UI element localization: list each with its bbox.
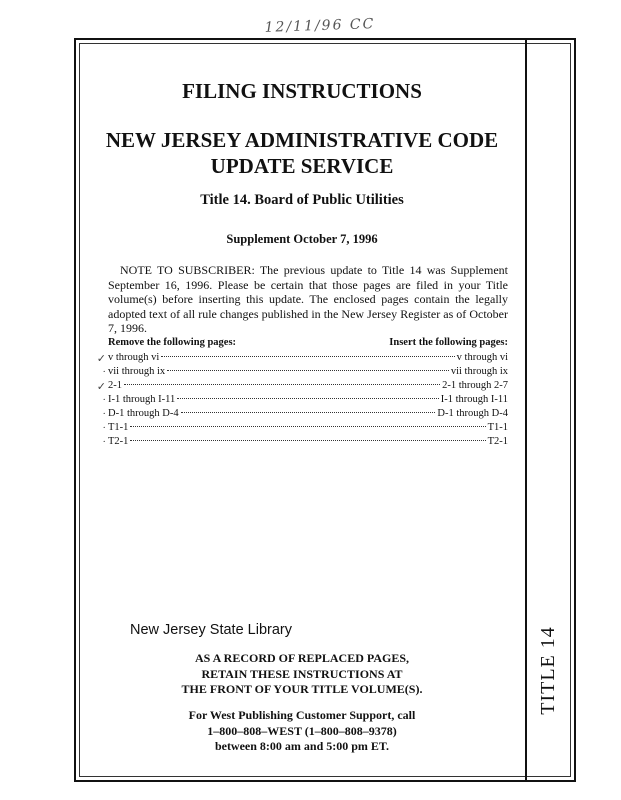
checkmark-icon: · [102,366,106,378]
insert-pages-cell: 2-1 through 2-7 [442,380,508,391]
insert-pages-cell: D-1 through D-4 [437,408,508,419]
dot-leader [130,426,485,427]
table-row [96,380,508,394]
remove-pages-cell: vii through ix [108,366,166,377]
support-line-1: For West Publishing Customer Support, call [188,708,416,722]
checkmark-icon: ✓ [96,381,106,393]
table-row [102,394,508,408]
record-line-1: AS A RECORD OF REPLACED PAGES, [194,651,410,665]
table-row [102,408,508,422]
code-title-line-1: NEW JERSEY ADMINISTRATIVE CODE [105,128,499,152]
checkmark-icon: · [102,436,106,448]
remove-pages-cell: v through vi [108,352,160,363]
checkmark-icon: · [102,422,106,434]
document-title: FILING INSTRUCTIONS [182,79,422,103]
library-stamp: New Jersey State Library [130,622,292,638]
handwritten-date-mark: 12/11/96 CC [264,16,376,36]
title-tab-label: TITLE 14 [536,625,559,715]
customer-support [86,708,518,755]
dot-leader [177,398,438,399]
dot-leader [161,356,454,357]
remove-pages-cell: I-1 through I-11 [108,394,176,405]
supplement-date: Supplement October 7, 1996 [226,232,378,246]
remove-pages-cell: T2-1 [108,436,129,447]
insert-pages-cell: I-1 through I-11 [440,394,508,405]
insert-pages-cell: vii through ix [450,366,508,377]
code-title-line-2: UPDATE SERVICE [210,154,394,178]
remove-pages-header: Remove the following pages: [108,337,237,348]
dot-leader [167,370,449,371]
title-number: Title 14. Board of Public Utilities [200,192,404,208]
support-phone: 1–800–808–WEST (1–800–808–9378) [207,723,397,738]
remove-pages-cell: T1-1 [108,422,129,433]
record-line-3: THE FRONT OF YOUR TITLE VOLUME(S). [181,682,423,696]
insert-pages-header: Insert the following pages: [389,337,508,348]
table-row [102,366,508,380]
table-row [96,352,508,366]
title-tab [533,620,563,720]
checkmark-icon: ✓ [96,353,106,365]
checkmark-icon: · [102,394,106,406]
insert-pages-cell: T2-1 [487,436,508,447]
dot-leader [181,412,436,413]
remove-pages-cell: 2-1 [108,380,122,391]
page-table [96,352,508,450]
remove-pages-cell: D-1 through D-4 [108,408,179,419]
table-row [102,422,508,436]
table-row [102,436,508,450]
record-line-2: RETAIN THESE INSTRUCTIONS AT [201,666,403,681]
insert-pages-cell: v through vi [456,352,508,363]
insert-pages-cell: T1-1 [487,422,508,433]
record-instructions [86,651,518,698]
tab-divider-line [525,38,527,782]
code-title [86,127,518,179]
support-hours: between 8:00 am and 5:00 pm ET. [214,739,390,753]
dot-leader [130,440,485,441]
dot-leader [124,384,440,385]
note-to-subscriber: NOTE TO SUBSCRIBER: The previous update to Title 14 was Supplement September 16, 1996. Please be certain that those pages are filed in your Title volume(s) before inserting this update. The enclosed pages contain the legally adopted text of all rule changes published in the New Jersey Register as of October 7, 1996. [108,263,508,335]
checkmark-icon: · [102,408,106,420]
